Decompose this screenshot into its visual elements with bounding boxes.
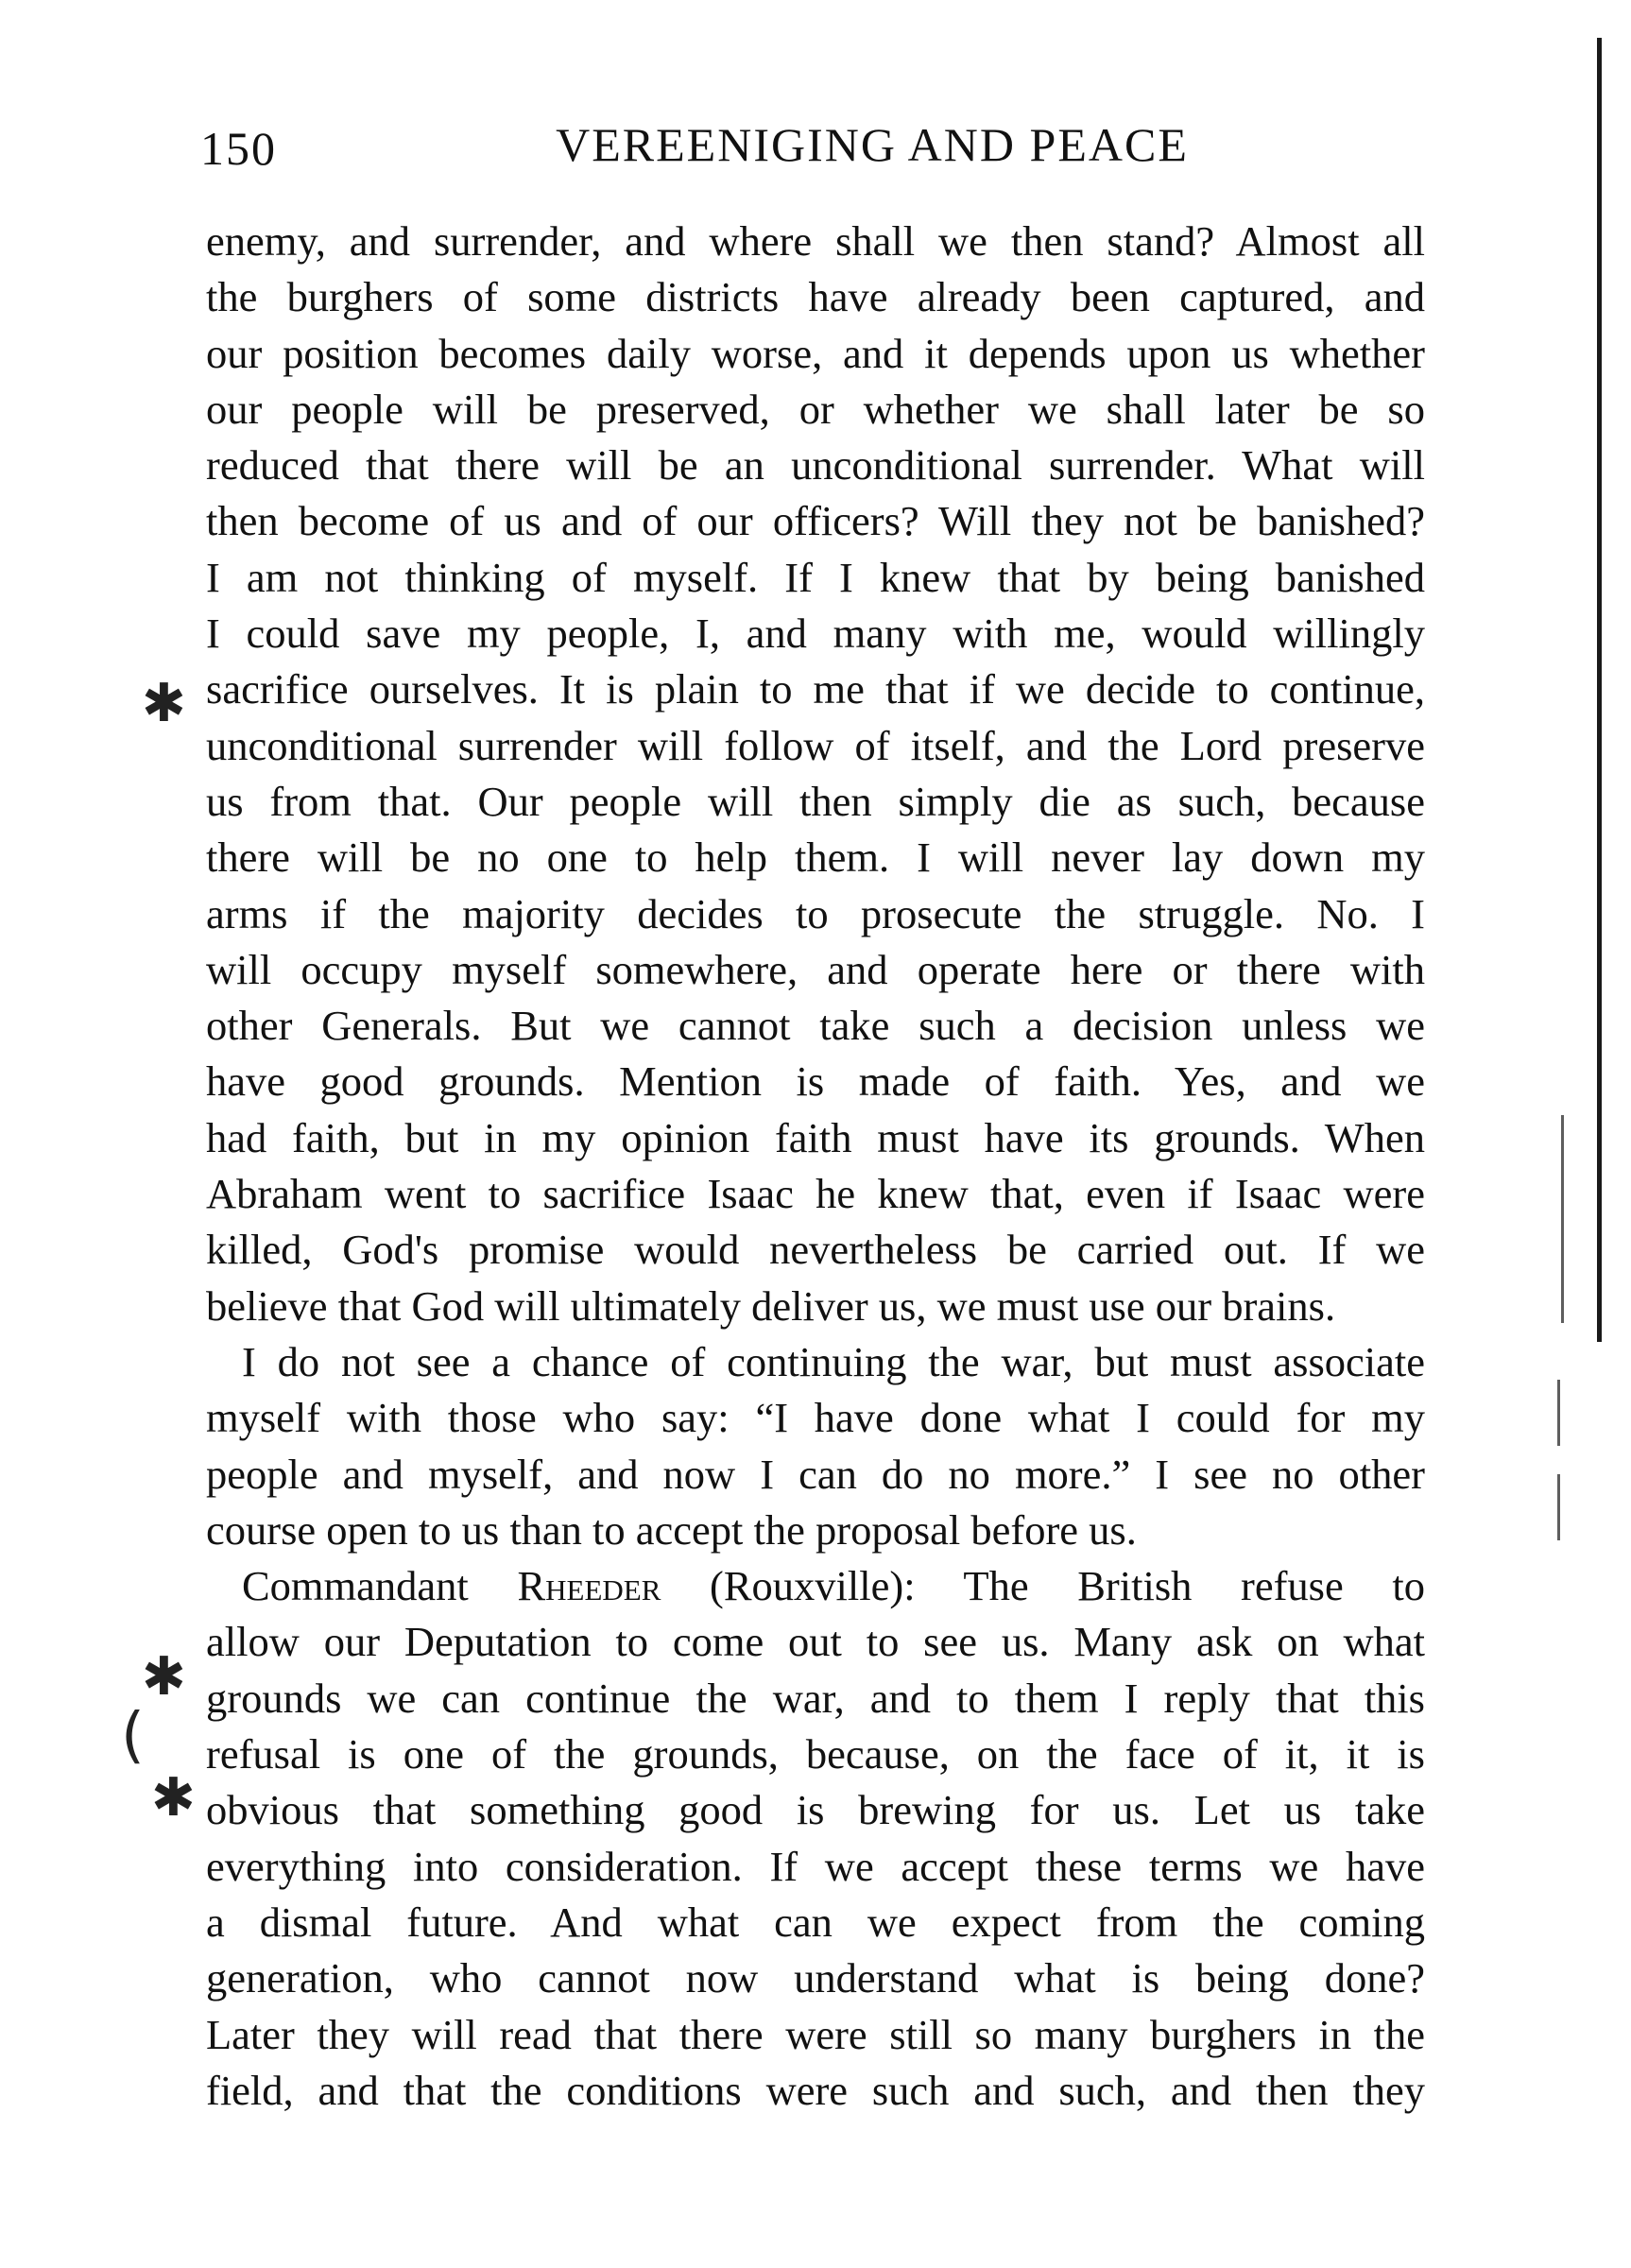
text-line: other Generals. But we cannot take such a decision unless we [206, 1002, 1425, 1050]
text-line: generation, who cannot now understand what is being done? [206, 1954, 1425, 2002]
text-line: Abraham went to sacrifice Isaac he knew that, even if Isaac were [206, 1170, 1425, 1218]
text-line: arms if the majority decides to prosecute the struggle. No. I [206, 889, 1425, 937]
text-line: enemy, and surrender, and where shall we then stand? Almost all [206, 217, 1425, 265]
text-line: have good grounds. Mention is made of faith. Yes, and we [206, 1057, 1425, 1106]
text-line: everything into consideration. If we accept these terms we have [206, 1842, 1425, 1890]
text-line: I could save my people, I, and many with me, would willingly [206, 610, 1425, 658]
text-line: then become of us and of our officers? Will they not be banished? [206, 497, 1425, 545]
text-line: our position becomes daily worse, and it depends upon us whether [206, 329, 1425, 377]
text-line: reduced that there will be an unconditional surrender. What will [206, 441, 1425, 490]
body-text [206, 214, 1425, 2119]
text-line: our people will be preserved, or whether we shall later be so [206, 385, 1425, 433]
page-number: 150 [200, 122, 277, 175]
bracket-mark-icon: ( [121, 1701, 145, 1771]
text-line: sacrifice ourselves. It is plain to me that if we decide to continue, [206, 665, 1425, 713]
text-line-speaker [206, 1558, 1425, 1614]
text-line: I am not thinking of myself. If I knew that by being banished [206, 553, 1425, 601]
text-line: killed, God's promise would nevertheless be carried out. If we [206, 1226, 1425, 1274]
text-line: a dismal future. And what can we expect from the coming [206, 1898, 1425, 1946]
scan-edge-line [1597, 38, 1602, 1342]
text-line: myself with those who say: “I have done what I could for my [206, 1394, 1425, 1442]
text-line: us from that. Our people will then simply die as such, because [206, 777, 1425, 825]
text-line: had faith, but in my opinion faith must have its grounds. When [206, 1113, 1425, 1161]
text-line: there will be no one to help them. I will never lay down my [206, 833, 1425, 882]
paragraph-1 [206, 214, 1425, 1334]
speaker-title: Commandant [242, 1562, 469, 1610]
scan-edge-line [1561, 1115, 1564, 1323]
scan-edge-line [1557, 1380, 1560, 1446]
text-line: unconditional surrender will follow of itself, and the Lord preserve [206, 721, 1425, 769]
scan-edge-line [1557, 1474, 1560, 1540]
text-line: grounds we can continue the war, and to them I reply that this [206, 1674, 1425, 1722]
text-line: course open to us than to accept the proposal before us. [206, 1505, 1137, 1554]
asterisk-mark-icon: ✱ [151, 1767, 196, 1829]
asterisk-mark-icon: ✱ [142, 1646, 186, 1708]
text-line: Later they will read that there were still so many burghers in the [206, 2010, 1425, 2058]
text-line: people and myself, and now I can do no more.” I see no other [206, 1450, 1425, 1498]
speaker-name: Rheeder [517, 1562, 661, 1610]
paragraph-2 [206, 1334, 1425, 1558]
text-line: I do not see a chance of continuing the war, but must associate [242, 1337, 1425, 1385]
text-line: field, and that the conditions were such and such, and then they [206, 2066, 1425, 2114]
text-line: the burghers of some districts have already been captured, and [206, 273, 1425, 321]
paragraph-3 [206, 1558, 1425, 2119]
running-title: VEREENIGING AND PEACE [556, 118, 1189, 171]
text-line: will occupy myself somewhere, and operate here or there with [206, 945, 1425, 993]
asterisk-mark-icon: ✱ [142, 673, 186, 734]
text-line: refusal is one of the grounds, because, on the face of it, it is [206, 1730, 1425, 1778]
text-line: obvious that something good is brewing for us. Let us take [206, 1786, 1425, 1834]
speaker-line-rest: (Rouxville): The British refuse to [710, 1562, 1426, 1610]
text-line: allow our Deputation to come out to see us. Many ask on what [206, 1618, 1425, 1666]
text-line: believe that God will ultimately deliver us, we must use our brains. [206, 1281, 1336, 1330]
